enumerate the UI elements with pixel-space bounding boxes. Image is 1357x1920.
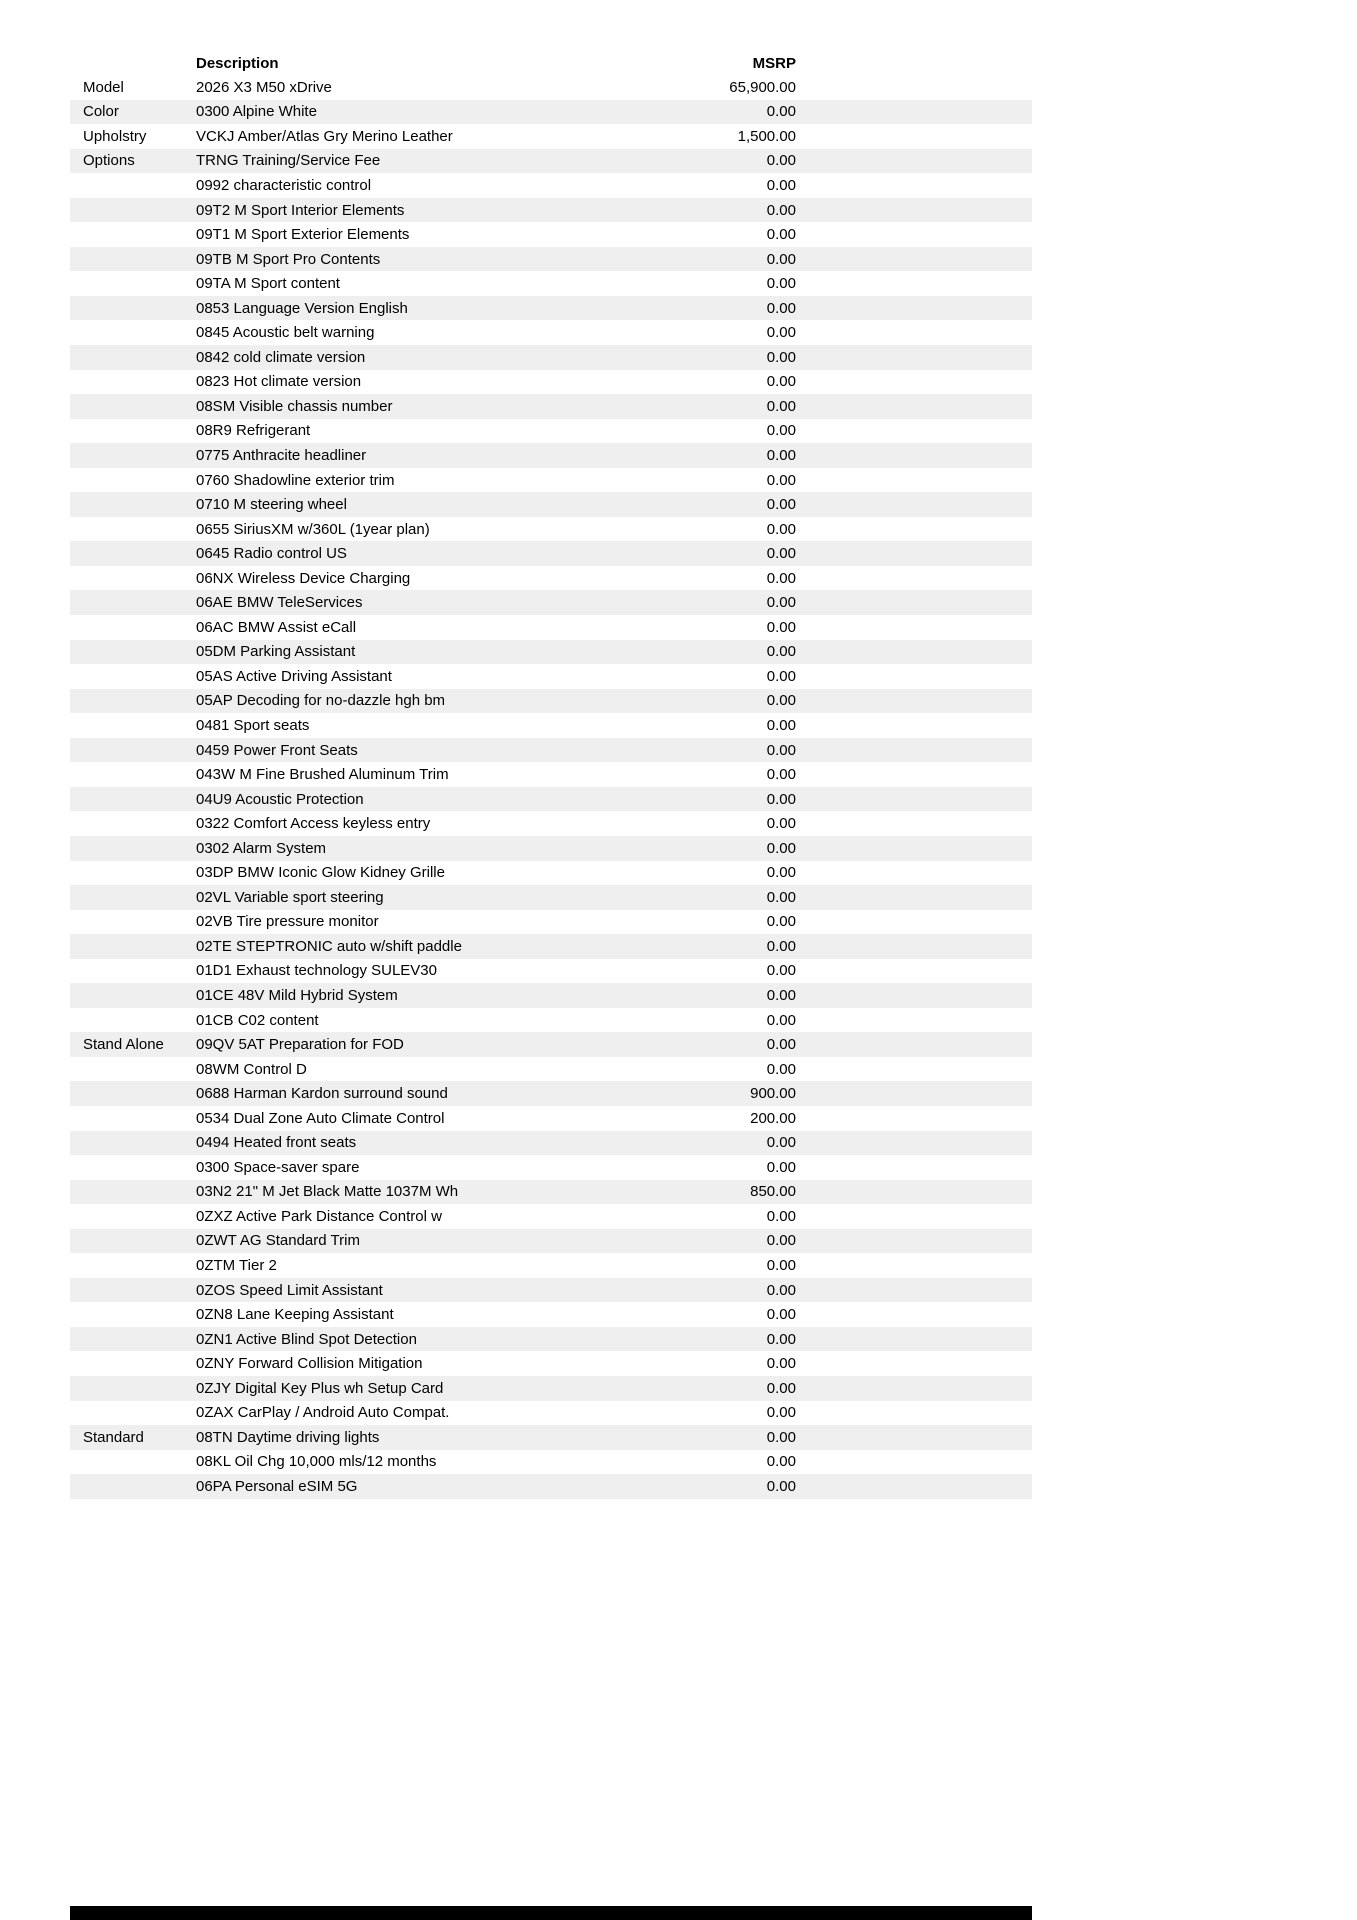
table-row [70, 271, 1032, 296]
msrp-cell: 0.00 [766, 1011, 796, 1029]
msrp-cell: 0.00 [766, 201, 796, 219]
description-cell: 0300 Alpine White [196, 103, 317, 121]
msrp-cell: 0.00 [766, 397, 796, 415]
msrp-cell: 0.00 [766, 1036, 796, 1054]
options-pricing-table [70, 52, 1032, 1499]
description-cell: VCKJ Amber/Atlas Gry Merino Leather [196, 127, 453, 145]
description-cell: 03N2 21" M Jet Black Matte 1037M Wh [196, 1183, 459, 1201]
description-cell: 0775 Anthracite headliner [196, 446, 367, 464]
description-cell: 08KL Oil Chg 10,000 mls/12 months [196, 1453, 437, 1471]
msrp-cell: 0.00 [766, 1134, 796, 1152]
table-row [70, 910, 1032, 935]
description-cell: 0494 Heated front seats [196, 1134, 357, 1152]
table-row [70, 75, 1032, 100]
msrp-cell: 0.00 [766, 1428, 796, 1446]
msrp-cell: 0.00 [766, 1379, 796, 1397]
msrp-cell: 0.00 [766, 888, 796, 906]
table-row [70, 1351, 1032, 1376]
msrp-cell: 0.00 [766, 422, 796, 440]
description-cell: 06PA Personal eSIM 5G [196, 1477, 358, 1495]
description-cell: 08TN Daytime driving lights [196, 1428, 380, 1446]
msrp-cell: 0.00 [766, 1257, 796, 1275]
msrp-cell: 0.00 [766, 667, 796, 685]
msrp-cell: 0.00 [766, 496, 796, 514]
msrp-cell: 0.00 [766, 1355, 796, 1373]
table-row [70, 590, 1032, 615]
description-cell: 05AP Decoding for no-dazzle hgh bm [196, 692, 446, 710]
msrp-cell: 0.00 [766, 741, 796, 759]
description-cell: 06AC BMW Assist eCall [196, 618, 357, 636]
msrp-cell: 850.00 [750, 1183, 796, 1201]
table-row [70, 1401, 1032, 1426]
table-row [70, 1081, 1032, 1106]
msrp-cell: 0.00 [766, 569, 796, 587]
table-row [70, 1155, 1032, 1180]
category-cell: Standard [83, 1428, 144, 1446]
msrp-cell: 0.00 [766, 1306, 796, 1324]
description-cell: 0ZNY Forward Collision Mitigation [196, 1355, 423, 1373]
description-cell: 09QV 5AT Preparation for FOD [196, 1036, 404, 1054]
description-cell: 0760 Shadowline exterior trim [196, 471, 395, 489]
table-row [70, 983, 1032, 1008]
description-cell: 0688 Harman Kardon surround sound [196, 1085, 448, 1103]
msrp-cell: 0.00 [766, 103, 796, 121]
msrp-cell: 0.00 [766, 520, 796, 538]
msrp-cell: 0.00 [766, 839, 796, 857]
msrp-cell: 0.00 [766, 618, 796, 636]
table-row [70, 541, 1032, 566]
table-row [70, 787, 1032, 812]
msrp-cell: 0.00 [766, 324, 796, 342]
table-row [70, 566, 1032, 591]
table-row [70, 1008, 1032, 1033]
table-row [70, 247, 1032, 272]
bottom-bar [70, 1906, 1032, 1920]
description-cell: 0459 Power Front Seats [196, 741, 358, 759]
msrp-cell: 0.00 [766, 692, 796, 710]
description-cell: 0302 Alarm System [196, 839, 327, 857]
category-cell: Options [83, 152, 135, 170]
msrp-cell: 0.00 [766, 766, 796, 784]
table-row [70, 959, 1032, 984]
header-msrp: MSRP [752, 55, 796, 72]
table-header-row [70, 52, 1032, 75]
table-row [70, 1450, 1032, 1475]
table-row [70, 615, 1032, 640]
description-cell: 05DM Parking Assistant [196, 643, 356, 661]
table-row [70, 713, 1032, 738]
description-cell: 0845 Acoustic belt warning [196, 324, 375, 342]
msrp-cell: 0.00 [766, 987, 796, 1004]
description-cell: 0710 M steering wheel [196, 496, 347, 514]
description-cell: 0655 SiriusXM w/360L (1year plan) [196, 520, 430, 538]
table-row [70, 1229, 1032, 1254]
category-cell: Upholstry [83, 127, 147, 145]
table-row [70, 738, 1032, 763]
msrp-cell: 0.00 [766, 471, 796, 489]
table-row [70, 1106, 1032, 1131]
msrp-cell: 0.00 [766, 1330, 796, 1348]
table-row [70, 811, 1032, 836]
msrp-cell: 0.00 [766, 250, 796, 268]
description-cell: 05AS Active Driving Assistant [196, 667, 392, 685]
table-row [70, 640, 1032, 665]
table-row [70, 762, 1032, 787]
description-cell: 0300 Space-saver spare [196, 1158, 360, 1176]
description-cell: 0481 Sport seats [196, 716, 310, 734]
table-row [70, 1204, 1032, 1229]
description-cell: 0ZWT AG Standard Trim [196, 1232, 360, 1250]
table-row [70, 1278, 1032, 1303]
msrp-cell: 0.00 [766, 446, 796, 464]
table-row [70, 1327, 1032, 1352]
table-row [70, 1057, 1032, 1082]
table-row [70, 419, 1032, 444]
description-cell: 0ZOS Speed Limit Assistant [196, 1281, 383, 1299]
category-cell: Model [83, 78, 124, 96]
msrp-cell: 65,900.00 [729, 78, 796, 96]
description-cell: 03DP BMW Iconic Glow Kidney Grille [196, 864, 445, 882]
msrp-cell: 0.00 [766, 594, 796, 612]
table-row [70, 1180, 1032, 1205]
table-row [70, 517, 1032, 542]
msrp-cell: 0.00 [766, 790, 796, 808]
msrp-cell: 0.00 [766, 373, 796, 391]
msrp-cell: 0.00 [766, 1477, 796, 1495]
description-cell: 0823 Hot climate version [196, 373, 362, 391]
msrp-cell: 0.00 [766, 545, 796, 563]
description-cell: 0842 cold climate version [196, 348, 366, 366]
table-row [70, 1474, 1032, 1499]
description-cell: 08SM Visible chassis number [196, 397, 393, 415]
msrp-cell: 0.00 [766, 275, 796, 293]
description-cell: 2026 X3 M50 xDrive [196, 78, 332, 96]
table-row [70, 394, 1032, 419]
table-row [70, 1131, 1032, 1156]
msrp-cell: 900.00 [750, 1085, 796, 1103]
table-body [70, 75, 1032, 1499]
description-cell: 0ZN8 Lane Keeping Assistant [196, 1306, 394, 1324]
table-row [70, 1425, 1032, 1450]
msrp-cell: 0.00 [766, 1453, 796, 1471]
msrp-cell: 0.00 [766, 1232, 796, 1250]
table-row [70, 345, 1032, 370]
category-cell: Stand Alone [83, 1036, 164, 1054]
description-cell: 09TB M Sport Pro Contents [196, 250, 381, 268]
msrp-cell: 0.00 [766, 226, 796, 244]
table-row [70, 468, 1032, 493]
description-cell: 08WM Control D [196, 1060, 307, 1078]
msrp-cell: 0.00 [766, 815, 796, 833]
msrp-cell: 0.00 [766, 152, 796, 170]
msrp-cell: 0.00 [766, 1404, 796, 1422]
table-row [70, 836, 1032, 861]
msrp-cell: 0.00 [766, 299, 796, 317]
description-cell: 0992 characteristic control [196, 176, 372, 194]
description-cell: 06NX Wireless Device Charging [196, 569, 411, 587]
table-row [70, 296, 1032, 321]
description-cell: 09T2 M Sport Interior Elements [196, 201, 405, 219]
table-row [70, 100, 1032, 125]
table-row [70, 1253, 1032, 1278]
description-cell: 02VB Tire pressure monitor [196, 913, 379, 931]
table-row [70, 1032, 1032, 1057]
msrp-cell: 0.00 [766, 176, 796, 194]
table-row [70, 492, 1032, 517]
description-cell: 0534 Dual Zone Auto Climate Control [196, 1109, 445, 1127]
table-row [70, 198, 1032, 223]
table-row [70, 1302, 1032, 1327]
header-description: Description [196, 55, 279, 72]
description-cell: 0ZN1 Active Blind Spot Detection [196, 1330, 417, 1348]
table-row [70, 370, 1032, 395]
table-row [70, 664, 1032, 689]
msrp-cell: 0.00 [766, 643, 796, 661]
description-cell: 04U9 Acoustic Protection [196, 790, 364, 808]
table-row [70, 222, 1032, 247]
description-cell: TRNG Training/Service Fee [196, 152, 381, 170]
category-cell: Color [83, 103, 119, 121]
description-cell: 02TE STEPTRONIC auto w/shift paddle [196, 937, 462, 955]
table-row [70, 443, 1032, 468]
table-row [70, 885, 1032, 910]
description-cell: 01CB C02 content [196, 1011, 319, 1029]
description-cell: 0ZJY Digital Key Plus wh Setup Card [196, 1379, 444, 1397]
table-row [70, 861, 1032, 886]
table-row [70, 149, 1032, 174]
description-cell: 08R9 Refrigerant [196, 422, 311, 440]
msrp-cell: 0.00 [766, 1281, 796, 1299]
msrp-cell: 0.00 [766, 1207, 796, 1225]
msrp-cell: 0.00 [766, 1060, 796, 1078]
msrp-cell: 0.00 [766, 716, 796, 734]
msrp-cell: 0.00 [766, 1158, 796, 1176]
description-cell: 0ZXZ Active Park Distance Control w [196, 1207, 442, 1225]
table-row [70, 320, 1032, 345]
description-cell: 01D1 Exhaust technology SULEV30 [196, 962, 437, 980]
description-cell: 0ZAX CarPlay / Android Auto Compat. [196, 1404, 450, 1422]
description-cell: 06AE BMW TeleServices [196, 594, 363, 612]
description-cell: 02VL Variable sport steering [196, 888, 384, 906]
table-row [70, 124, 1032, 149]
description-cell: 09T1 M Sport Exterior Elements [196, 226, 410, 244]
msrp-cell: 0.00 [766, 962, 796, 980]
table-row [70, 1376, 1032, 1401]
msrp-cell: 0.00 [766, 937, 796, 955]
description-cell: 09TA M Sport content [196, 275, 340, 293]
description-cell: 043W M Fine Brushed Aluminum Trim [196, 766, 449, 784]
description-cell: 0853 Language Version English [196, 299, 408, 317]
description-cell: 0645 Radio control US [196, 545, 347, 563]
description-cell: 0ZTM Tier 2 [196, 1257, 277, 1275]
table-row [70, 173, 1032, 198]
table-row [70, 934, 1032, 959]
description-cell: 01CE 48V Mild Hybrid System [196, 987, 398, 1004]
table-row [70, 689, 1032, 714]
description-cell: 0322 Comfort Access keyless entry [196, 815, 431, 833]
msrp-cell: 0.00 [766, 864, 796, 882]
msrp-cell: 0.00 [766, 913, 796, 931]
msrp-cell: 200.00 [750, 1109, 796, 1127]
msrp-cell: 0.00 [766, 348, 796, 366]
msrp-cell: 1,500.00 [737, 127, 796, 145]
